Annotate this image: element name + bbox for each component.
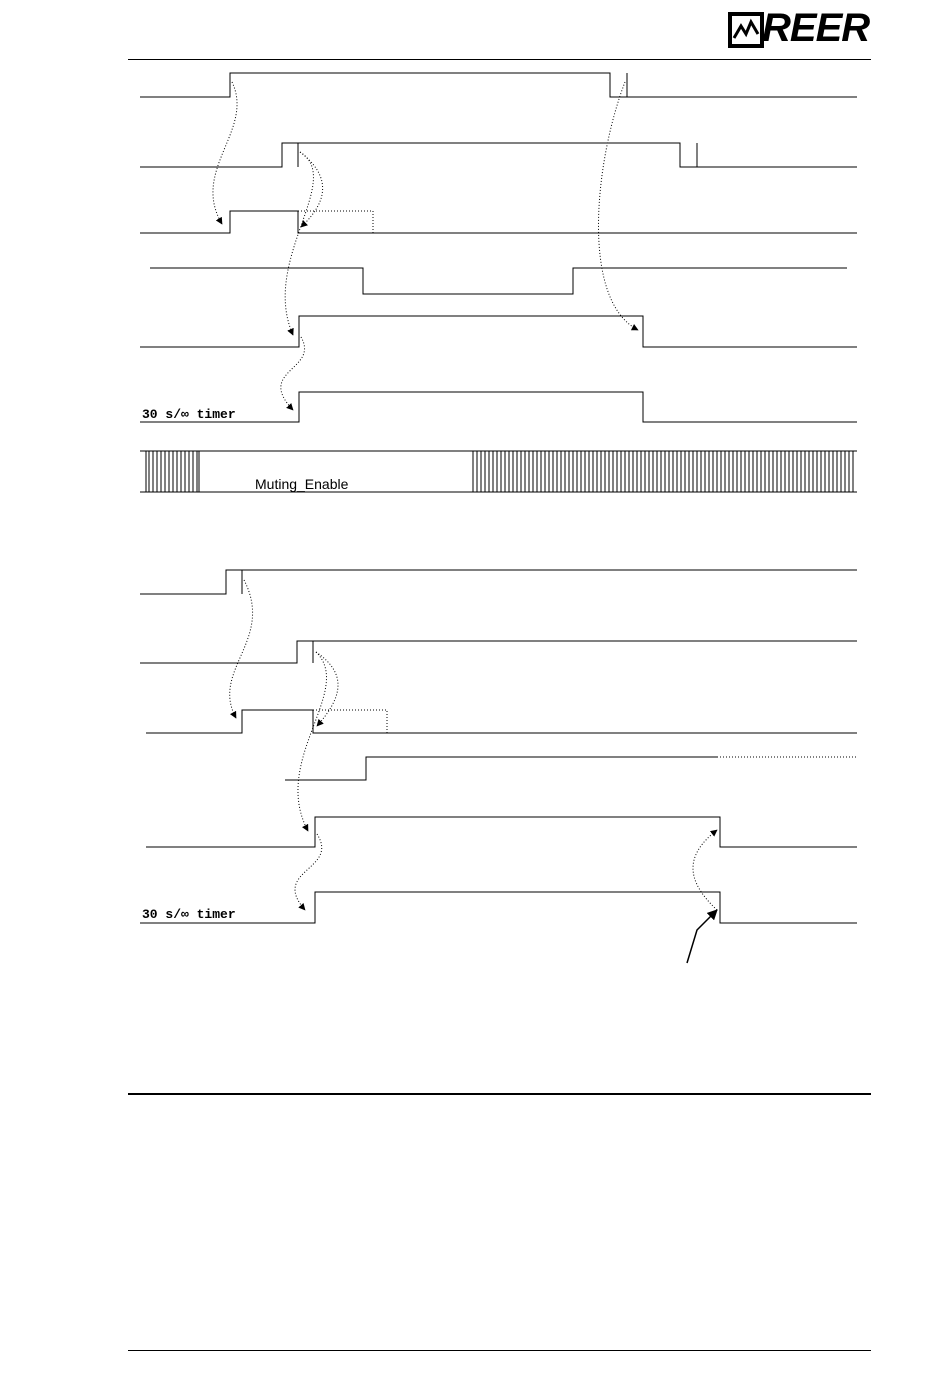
top-signal-3 <box>140 211 857 233</box>
top-arrow-5 <box>598 82 638 330</box>
top-arrow-2 <box>300 152 323 227</box>
top-diagram <box>140 73 857 492</box>
enable-hatch-right <box>473 451 853 492</box>
bottom-diagram <box>140 570 857 963</box>
bottom-signal-5 <box>146 817 857 847</box>
bottom-signal-3-dotted <box>313 710 387 733</box>
bottom-timer-label: 30 s/∞ timer <box>142 907 236 922</box>
top-signal-6 <box>140 392 857 422</box>
top-signal-4 <box>150 268 847 294</box>
top-arrow-3 <box>285 152 313 335</box>
enable-label: Muting_Enable <box>255 476 349 492</box>
bottom-signal-3 <box>146 710 857 733</box>
bottom-pointer-arrow <box>687 910 717 963</box>
top-arrow-1 <box>213 82 237 224</box>
bottom-arrow-5 <box>693 830 717 910</box>
bottom-signal-1 <box>140 570 857 594</box>
top-signal-5 <box>140 316 857 347</box>
bottom-arrow-3 <box>298 652 327 831</box>
bottom-signal-6 <box>140 892 857 923</box>
bottom-signal-4 <box>285 757 717 780</box>
bottom-arrow-2 <box>316 652 338 726</box>
logo-wordmark: REER <box>762 6 870 50</box>
top-signal-3-dotted <box>298 211 373 233</box>
top-arrow-4 <box>281 337 305 410</box>
bottom-arrow-4 <box>295 834 322 910</box>
bottom-arrow-1 <box>230 580 253 718</box>
top-signal-2 <box>140 143 857 167</box>
top-signal-1 <box>140 73 857 97</box>
top-timer-label: 30 s/∞ timer <box>142 407 236 422</box>
bottom-signal-2 <box>140 641 857 663</box>
enable-hatch-left <box>146 451 199 492</box>
